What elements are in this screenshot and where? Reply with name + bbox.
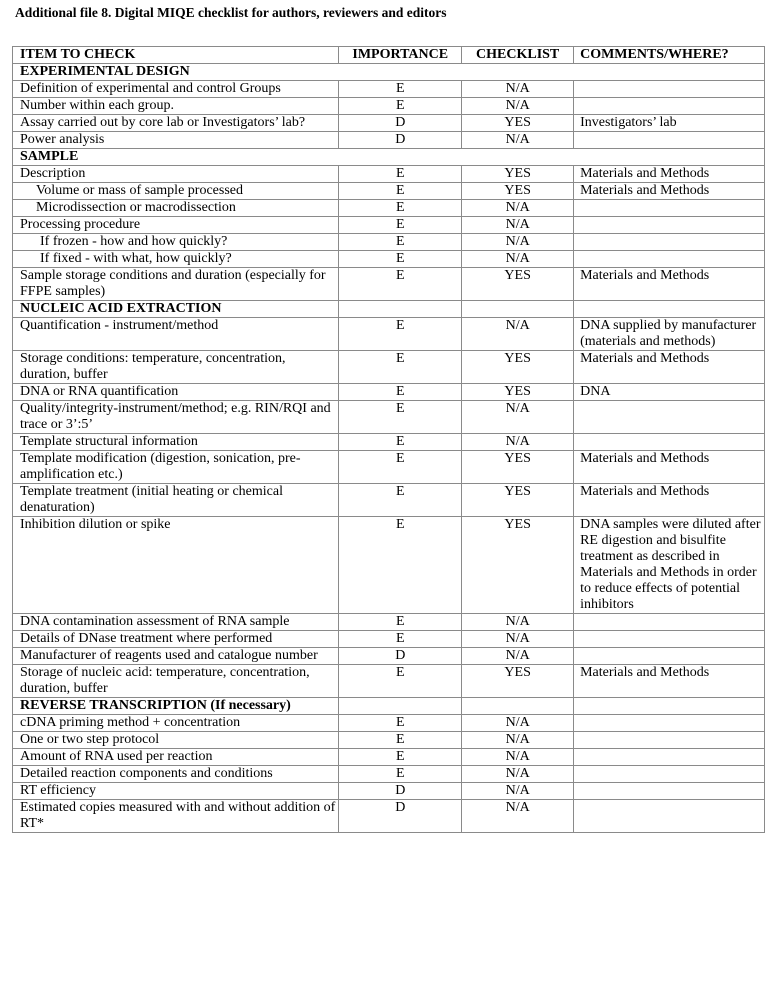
importance-cell: E: [339, 732, 462, 749]
table-row: [13, 200, 765, 217]
importance-cell: E: [339, 451, 462, 484]
table-row: [13, 631, 765, 648]
checklist-cell: N/A: [462, 648, 574, 665]
comments-cell: [574, 800, 765, 833]
comments-cell: [574, 132, 765, 149]
item-cell: Definition of experimental and control Groups: [13, 81, 339, 98]
importance-cell: E: [339, 484, 462, 517]
checklist-cell: N/A: [462, 732, 574, 749]
checklist-cell: YES: [462, 665, 574, 698]
comments-cell: [574, 81, 765, 98]
checklist-cell: [462, 698, 574, 715]
importance-cell: E: [339, 81, 462, 98]
importance-cell: E: [339, 749, 462, 766]
comments-cell: [574, 98, 765, 115]
comments-cell: Materials and Methods: [574, 451, 765, 484]
section-title: NUCLEIC ACID EXTRACTION: [13, 301, 339, 318]
comments-cell: [574, 301, 765, 318]
header-comments: COMMENTS/WHERE?: [574, 47, 765, 64]
item-cell: One or two step protocol: [13, 732, 339, 749]
checklist-cell: N/A: [462, 234, 574, 251]
table-row: [13, 484, 765, 517]
item-cell: Template structural information: [13, 434, 339, 451]
table-row: [13, 800, 765, 833]
item-cell: Number within each group.: [13, 98, 339, 115]
importance-cell: E: [339, 665, 462, 698]
comments-cell: Materials and Methods: [574, 351, 765, 384]
item-cell: Storage conditions: temperature, concentration, duration, buffer: [13, 351, 339, 384]
comments-cell: [574, 631, 765, 648]
importance-cell: [339, 698, 462, 715]
item-cell: Sample storage conditions and duration (especially for FFPE samples): [13, 268, 339, 301]
checklist-cell: YES: [462, 166, 574, 183]
checklist-cell: N/A: [462, 98, 574, 115]
comments-cell: [574, 217, 765, 234]
item-cell: Details of DNase treatment where performed: [13, 631, 339, 648]
section-title: REVERSE TRANSCRIPTION (If necessary): [13, 698, 339, 715]
item-cell: DNA contamination assessment of RNA sample: [13, 614, 339, 631]
document-title: Additional file 8. Digital MIQE checklist for authors, reviewers and editors: [15, 5, 447, 20]
comments-cell: [574, 766, 765, 783]
item-cell: Template treatment (initial heating or chemical denaturation): [13, 484, 339, 517]
checklist-cell: N/A: [462, 251, 574, 268]
checklist-cell: N/A: [462, 200, 574, 217]
section-title: SAMPLE: [13, 149, 765, 166]
comments-cell: [574, 434, 765, 451]
importance-cell: E: [339, 217, 462, 234]
importance-cell: E: [339, 318, 462, 351]
table-row: [13, 81, 765, 98]
table-row: [13, 115, 765, 132]
item-cell: Microdissection or macrodissection: [13, 200, 339, 217]
comments-cell: Materials and Methods: [574, 268, 765, 301]
item-cell: cDNA priming method + concentration: [13, 715, 339, 732]
checklist-cell: YES: [462, 384, 574, 401]
importance-cell: E: [339, 234, 462, 251]
comments-cell: [574, 698, 765, 715]
header-importance: IMPORTANCE: [339, 47, 462, 64]
comments-cell: [574, 401, 765, 434]
importance-cell: E: [339, 401, 462, 434]
checklist-cell: YES: [462, 451, 574, 484]
comments-cell: DNA samples were diluted after RE digestion and bisulfite treatment as described in Materials and Methods in order to reduce effects of potential inhibitors: [574, 517, 765, 614]
item-cell: Quantification - instrument/method: [13, 318, 339, 351]
table-row: [13, 766, 765, 783]
checklist-cell: YES: [462, 351, 574, 384]
table-row: [13, 234, 765, 251]
checklist-cell: N/A: [462, 631, 574, 648]
comments-cell: [574, 715, 765, 732]
importance-cell: E: [339, 166, 462, 183]
checklist-cell: YES: [462, 484, 574, 517]
checklist-cell: N/A: [462, 132, 574, 149]
comments-cell: [574, 749, 765, 766]
item-cell: Detailed reaction components and conditions: [13, 766, 339, 783]
importance-cell: [339, 301, 462, 318]
item-cell: DNA or RNA quantification: [13, 384, 339, 401]
checklist-cell: N/A: [462, 749, 574, 766]
comments-cell: DNA: [574, 384, 765, 401]
importance-cell: D: [339, 783, 462, 800]
item-cell: Amount of RNA used per reaction: [13, 749, 339, 766]
checklist-cell: YES: [462, 517, 574, 614]
importance-cell: E: [339, 268, 462, 301]
checklist-cell: YES: [462, 183, 574, 200]
item-cell: Assay carried out by core lab or Investigators’ lab?: [13, 115, 339, 132]
checklist-cell: N/A: [462, 800, 574, 833]
table-row: [13, 166, 765, 183]
table-row: [13, 183, 765, 200]
header-row: [13, 47, 765, 64]
table-row: [13, 351, 765, 384]
table-row: [13, 217, 765, 234]
table-row: [13, 434, 765, 451]
importance-cell: E: [339, 517, 462, 614]
comments-cell: [574, 783, 765, 800]
table-row: [13, 401, 765, 434]
comments-cell: [574, 251, 765, 268]
importance-cell: D: [339, 115, 462, 132]
checklist-cell: N/A: [462, 81, 574, 98]
importance-cell: E: [339, 715, 462, 732]
checklist-cell: N/A: [462, 614, 574, 631]
importance-cell: E: [339, 351, 462, 384]
table-row: [13, 783, 765, 800]
section-title: EXPERIMENTAL DESIGN: [13, 64, 765, 81]
item-cell: Quality/integrity-instrument/method; e.g. RIN/RQI and trace or 3’:5’: [13, 401, 339, 434]
checklist-cell: N/A: [462, 783, 574, 800]
table-row: [13, 648, 765, 665]
item-cell: Storage of nucleic acid: temperature, concentration, duration, buffer: [13, 665, 339, 698]
miqe-checklist-table: [12, 46, 765, 833]
importance-cell: D: [339, 132, 462, 149]
table-row: [13, 384, 765, 401]
importance-cell: E: [339, 200, 462, 217]
table-row: [13, 665, 765, 698]
item-cell: Description: [13, 166, 339, 183]
comments-cell: [574, 200, 765, 217]
importance-cell: E: [339, 183, 462, 200]
importance-cell: D: [339, 648, 462, 665]
item-cell: Estimated copies measured with and without addition of RT*: [13, 800, 339, 833]
table-row: [13, 732, 765, 749]
checklist-cell: N/A: [462, 401, 574, 434]
table-row: [13, 251, 765, 268]
item-cell: Template modification (digestion, sonication, pre-amplification etc.): [13, 451, 339, 484]
item-cell: Manufacturer of reagents used and catalogue number: [13, 648, 339, 665]
header-item: ITEM TO CHECK: [13, 47, 339, 64]
item-cell: RT efficiency: [13, 783, 339, 800]
importance-cell: E: [339, 631, 462, 648]
section-row: [13, 301, 765, 318]
checklist-cell: N/A: [462, 715, 574, 732]
comments-cell: [574, 732, 765, 749]
table-row: [13, 451, 765, 484]
item-cell: Volume or mass of sample processed: [13, 183, 339, 200]
table-row: [13, 614, 765, 631]
comments-cell: Investigators’ lab: [574, 115, 765, 132]
importance-cell: E: [339, 251, 462, 268]
comments-cell: Materials and Methods: [574, 484, 765, 517]
checklist-cell: N/A: [462, 434, 574, 451]
comments-cell: [574, 234, 765, 251]
item-cell: Processing procedure: [13, 217, 339, 234]
section-row: [13, 64, 765, 81]
comments-cell: [574, 648, 765, 665]
table-row: [13, 132, 765, 149]
importance-cell: E: [339, 434, 462, 451]
checklist-cell: N/A: [462, 217, 574, 234]
comments-cell: Materials and Methods: [574, 183, 765, 200]
table-row: [13, 98, 765, 115]
importance-cell: E: [339, 98, 462, 115]
item-cell: Power analysis: [13, 132, 339, 149]
importance-cell: E: [339, 384, 462, 401]
checklist-cell: YES: [462, 268, 574, 301]
item-cell: Inhibition dilution or spike: [13, 517, 339, 614]
importance-cell: E: [339, 614, 462, 631]
table-row: [13, 715, 765, 732]
importance-cell: D: [339, 800, 462, 833]
item-cell: If frozen - how and how quickly?: [13, 234, 339, 251]
checklist-cell: [462, 301, 574, 318]
table-row: [13, 268, 765, 301]
section-row: [13, 149, 765, 166]
table-row: [13, 318, 765, 351]
checklist-cell: YES: [462, 115, 574, 132]
table-row: [13, 517, 765, 614]
checklist-cell: N/A: [462, 766, 574, 783]
header-checklist: CHECKLIST: [462, 47, 574, 64]
comments-cell: [574, 614, 765, 631]
item-cell: If fixed - with what, how quickly?: [13, 251, 339, 268]
section-row: [13, 698, 765, 715]
checklist-cell: N/A: [462, 318, 574, 351]
comments-cell: DNA supplied by manufacturer (materials and methods): [574, 318, 765, 351]
comments-cell: Materials and Methods: [574, 166, 765, 183]
table-row: [13, 749, 765, 766]
comments-cell: Materials and Methods: [574, 665, 765, 698]
importance-cell: E: [339, 766, 462, 783]
